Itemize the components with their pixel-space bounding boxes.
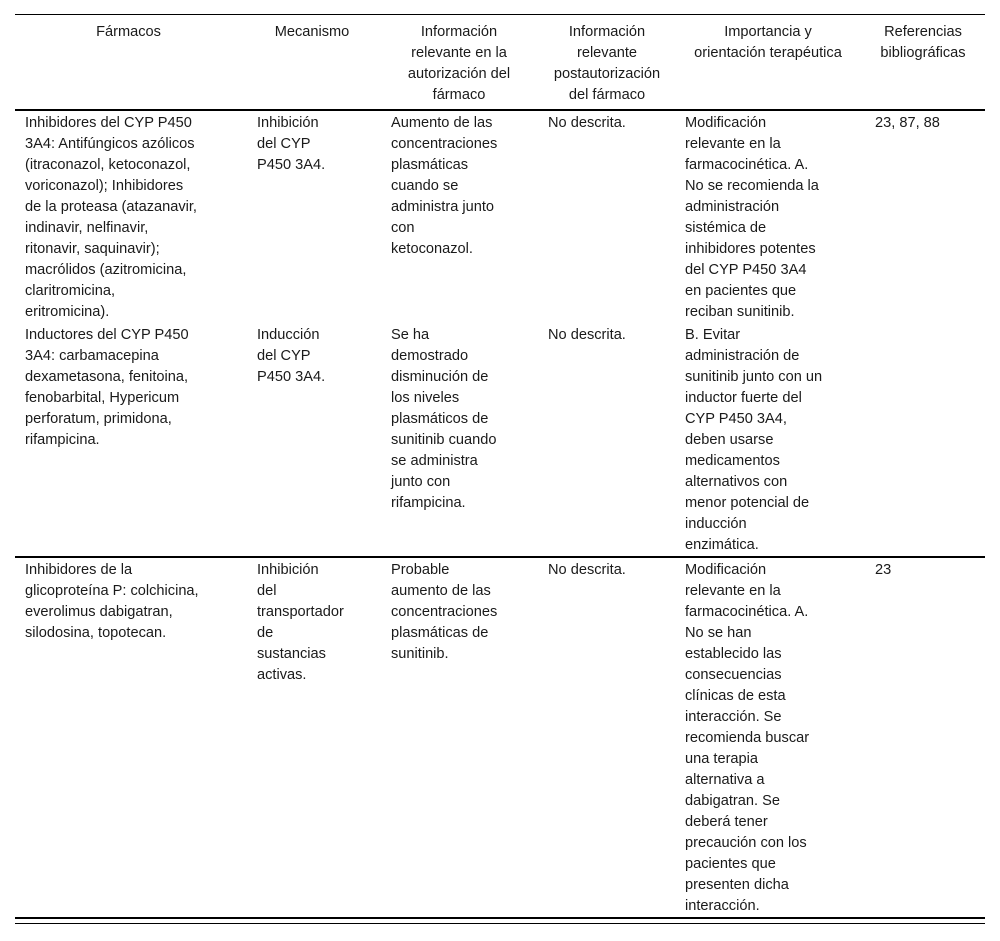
row2-autorizacion: Se ha demostrado disminución de los niveles plasmáticos de sunitinib cuando se administra junto con rifampicina. bbox=[391, 327, 497, 511]
row2-farmacos: Inductores del CYP P450 3A4: carbamacepina dexametasona, fenitoina, fenobarbital, Hypericum perforatum, primidona, rifampicina. bbox=[25, 327, 189, 448]
row-rule bbox=[15, 556, 985, 558]
row1-mecanismo: Inhibición del CYP P450 3A4. bbox=[257, 115, 326, 173]
header-postautorizacion: Información relevante postautorización del fármaco bbox=[553, 24, 661, 103]
row3-importancia: Modificación relevante en la farmacocinética. A. No se han establecido las consecuencias clínicas de esta interacción. Se recomienda buscar una terapia alternativa a dabigatran. Se deberá tener precaución con los pacientes que presenten dicha interacción. bbox=[685, 562, 810, 914]
row3-farmacos: Inhibidores de la glicoproteína P: colchicina, everolimus dabigatran, silodosina, topotecan. bbox=[25, 562, 199, 641]
header-referencias: Referencias bibliográficas bbox=[880, 24, 966, 61]
row2-mecanismo: Inducción del CYP P450 3A4. bbox=[257, 327, 326, 385]
row3-referencias: 23 bbox=[875, 562, 892, 578]
header-mecanismo: Mecanismo bbox=[274, 24, 350, 40]
row3-mecanismo: Inhibición del transportador de sustancias activas. bbox=[257, 562, 344, 683]
row1-autorizacion: Aumento de las concentraciones plasmáticas cuando se administra junto con ketoconazol. bbox=[391, 115, 498, 257]
row3-postautorizacion: No descrita. bbox=[548, 562, 626, 578]
row1-importancia: Modificación relevante en la farmacocinética. A. No se recomienda la administración sistémica de inhibidores potentes del CYP P450 3A4 en pacientes que reciban sunitinib. bbox=[685, 115, 819, 320]
header-rule bbox=[15, 109, 985, 111]
header-farmacos: Fármacos bbox=[96, 24, 161, 40]
header-autorizacion: Información relevante en la autorización del fármaco bbox=[407, 24, 511, 103]
top-rule bbox=[15, 14, 985, 15]
bottom-rule-secondary bbox=[15, 923, 985, 924]
row3-autorizacion: Probable aumento de las concentraciones plasmáticas de sunitinib. bbox=[391, 562, 498, 662]
bottom-rule bbox=[15, 917, 985, 919]
row2-importancia: B. Evitar administración de sunitinib junto con un inductor fuerte del CYP P450 3A4, deben usarse medicamentos alternativos con menor potencial de inducción enzimática. bbox=[685, 327, 823, 553]
row1-postautorizacion: No descrita. bbox=[548, 115, 626, 131]
row1-farmacos: Inhibidores del CYP P450 3A4: Antifúngicos azólicos (itraconazol, ketoconazol, voriconazol); Inhibidores de la proteasa (atazanavir, indinavir, nelfinavir, ritonavir, saquinavir); macrólidos (azitromicina, claritromicina, eritromicina). bbox=[25, 115, 197, 320]
row2-postautorizacion: No descrita. bbox=[548, 327, 626, 343]
header-importancia: Importancia y orientación terapéutica bbox=[694, 24, 842, 61]
row1-referencias: 23, 87, 88 bbox=[875, 115, 940, 131]
